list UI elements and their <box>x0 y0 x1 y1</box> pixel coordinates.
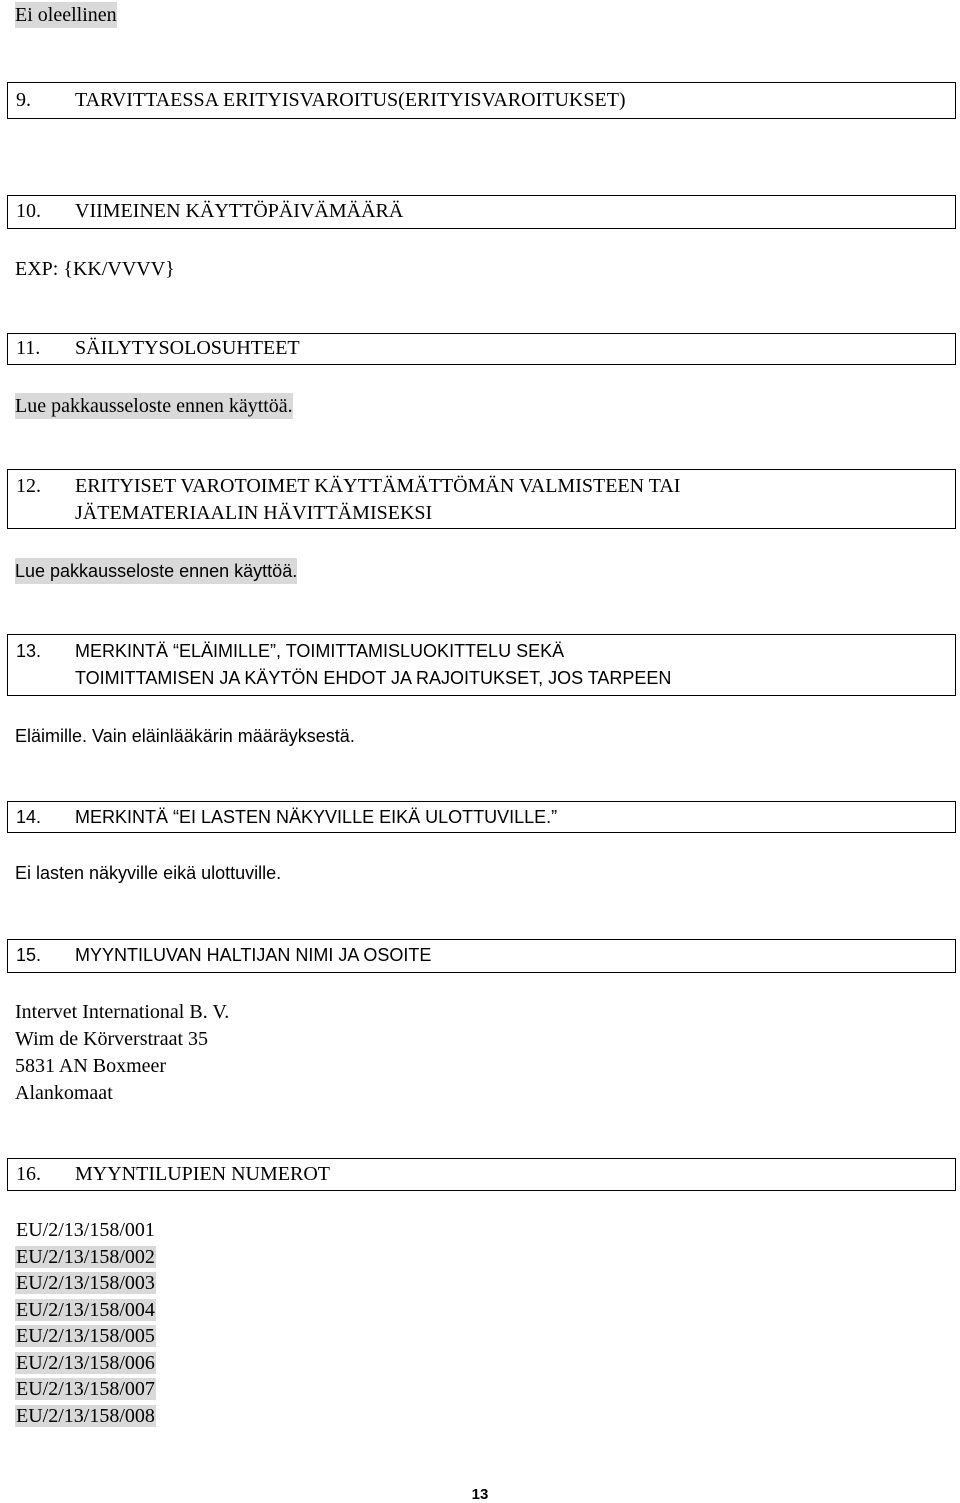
section-title <box>75 87 626 114</box>
animals-text: Eläimille. Vain eläinlääkärin määräyksestä. <box>15 726 355 746</box>
list-item <box>15 1270 156 1297</box>
ma-number: EU/2/13/158/003 <box>16 1272 155 1294</box>
section-title <box>75 804 557 831</box>
ma-number: EU/2/13/158/005 <box>16 1325 155 1347</box>
list-item <box>15 1323 156 1350</box>
section-title-line: SÄILYTYSOLOSUHTEET <box>75 337 300 359</box>
storage-text: Lue pakkausseloste ennen käyttöä. <box>15 395 293 417</box>
section-title <box>75 335 300 362</box>
marketing-authorisation-list <box>15 1217 156 1429</box>
list-item <box>15 1217 156 1244</box>
list-item <box>15 1350 156 1377</box>
disposal-text: Lue pakkausseloste ennen käyttöä. <box>15 558 297 584</box>
list-item <box>15 1376 156 1403</box>
expiry-text: EXP: {KK/VVVV} <box>15 258 175 280</box>
section-12-heading <box>7 469 956 529</box>
section-14-heading <box>7 801 956 833</box>
holder-street: Wim de Körverstraat 35 <box>15 1028 209 1050</box>
holder-name: Intervet International B. V. <box>15 1001 230 1023</box>
section-number: 9. <box>16 89 31 111</box>
section-title-line: MERKINTÄ “ELÄIMILLE”, TOIMITTAMISLUOKITTELU SEKÄ <box>75 641 565 661</box>
ma-number: EU/2/13/158/004 <box>16 1298 155 1321</box>
section-title-line: JÄTEMATERIAALIN HÄVITTÄMISEKSI <box>75 502 433 524</box>
section-number: 13. <box>16 641 42 661</box>
section-title-line: TARVITTAESSA ERITYISVAROITUS(ERITYISVAROITUKSET) <box>75 89 626 111</box>
ma-number: EU/2/13/158/006 <box>16 1351 155 1374</box>
holder-city: 5831 AN Boxmeer <box>15 1055 167 1077</box>
section-title <box>75 1161 330 1188</box>
section-15-heading <box>7 939 956 973</box>
section-number: 14. <box>16 807 42 827</box>
section-9-heading <box>7 82 956 119</box>
section-title <box>75 942 431 969</box>
ma-number: EU/2/13/158/008 <box>16 1404 155 1427</box>
section-number: 10. <box>16 200 41 222</box>
section-title-line: VIIMEINEN KÄYTTÖPÄIVÄMÄÄRÄ <box>75 200 404 222</box>
ma-number: EU/2/13/158/007 <box>16 1378 155 1400</box>
section-11-heading <box>7 333 956 365</box>
ma-number: EU/2/13/158/001 <box>16 1219 155 1241</box>
section-number: 15. <box>16 945 42 965</box>
section-13-heading <box>7 634 956 696</box>
section-number: 11. <box>16 337 41 359</box>
not-applicable-note: Ei oleellinen <box>15 4 117 26</box>
list-item <box>15 1403 156 1430</box>
section-title <box>75 638 671 692</box>
section-number: 16. <box>16 1163 41 1185</box>
list-item <box>15 1297 156 1324</box>
holder-country: Alankomaat <box>15 1082 113 1104</box>
page-number: 13 <box>471 1486 489 1503</box>
section-title-line: TOIMITTAMISEN JA KÄYTÖN EHDOT JA RAJOITUKSET, JOS TARPEEN <box>75 668 672 688</box>
section-number: 12. <box>16 475 41 497</box>
section-10-heading <box>7 195 956 229</box>
section-title <box>75 473 680 527</box>
section-title-line: MYYNTILUPIEN NUMEROT <box>75 1163 330 1185</box>
ma-number: EU/2/13/158/002 <box>16 1245 155 1268</box>
section-title <box>75 198 403 225</box>
section-16-heading <box>7 1158 956 1191</box>
list-item <box>15 1244 156 1271</box>
children-text: Ei lasten näkyville eikä ulottuville. <box>15 863 282 883</box>
section-title-line: MYYNTILUVAN HALTIJAN NIMI JA OSOITE <box>75 945 432 965</box>
section-title-line: MERKINTÄ “EI LASTEN NÄKYVILLE EIKÄ ULOTTUVILLE.” <box>75 807 558 827</box>
section-title-line: ERITYISET VAROTOIMET KÄYTTÄMÄTTÖMÄN VALMISTEEN TAI <box>75 475 681 497</box>
